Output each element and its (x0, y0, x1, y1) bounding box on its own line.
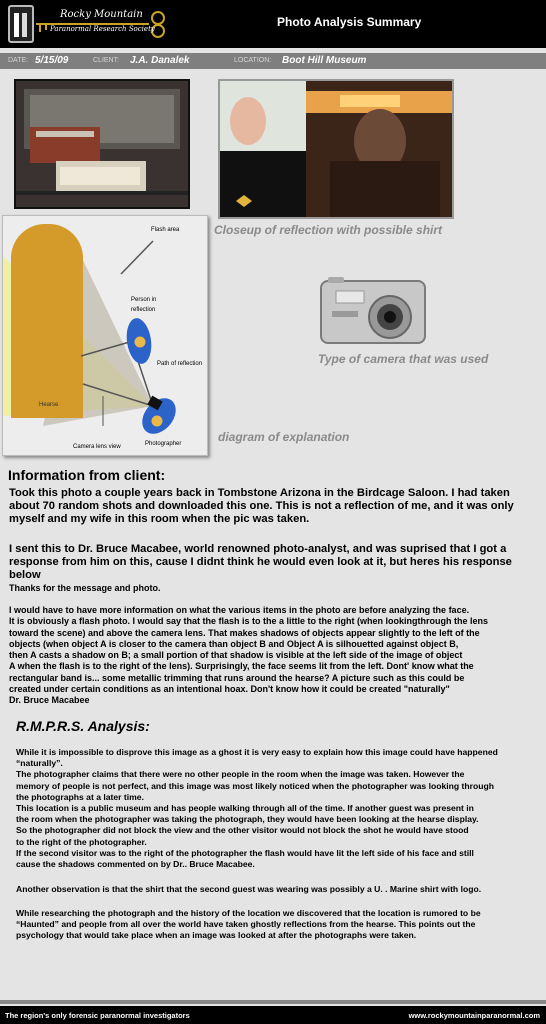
photographer-label: Photographer (145, 441, 182, 447)
client-heading: Information from client: (8, 467, 166, 483)
hearse-photo (14, 79, 190, 209)
date-label: DATE: (8, 57, 29, 64)
logo-line1: Rocky Mountain (60, 9, 143, 20)
camera-view-label: Camera lens view (73, 444, 121, 450)
logo-line2: Paranormal Research Society (50, 25, 155, 33)
analysis-para1: While it is impossible to disprove this image as a ghost it is very easy to explain how this image could have happened “naturally”. The photographer claims that there were no other people in the room when the image was taken. However the memory of people is not perfect, and this image was most likely noticed when the photographer was looking through the photographs at a later time. This location is a public museum and has people walking through all of the time. If another guest was present in the room when the photographer was taking the photograph, they would have been looking at the hearse display. So the photographer did not block the view and the other visitor would not block the shot he would have stood to the right of the photographer. If the second visitor was to the right of the photographer the flash would have lit the left side of his face and still cause the shadows commented on by Dr.. Bruce Macabee. (16, 747, 498, 870)
page-title: Photo Analysis Summary (277, 15, 422, 29)
client-label: CLIENT: (93, 57, 120, 64)
analysis-para3: While researching the photograph and the history of the location we discovered that the location is rumored to be “Haunted” and people from all over the world have taken ghostly reflections from the hearse. This points out the psychology that would take place when an image was looked at after the photographs were taken. (16, 908, 481, 941)
footer (0, 1006, 546, 1024)
client-value: J.A. Danalek (130, 55, 190, 66)
client-para2: I sent this to Dr. Bruce Macabee, world renowned photo-analyst, and was suprised that I got a response from him on this, cause I didnt think he would even look at it, but heres his response below (9, 543, 512, 581)
hearse-label: Hearse (39, 402, 59, 408)
date-value: 5/15/09 (35, 55, 69, 66)
camera-icon (318, 275, 430, 349)
footer-rule (0, 1000, 546, 1004)
header (0, 0, 546, 48)
analysis-para2: Another observation is that the shirt that the second guest was wearing was possibly a U. . Marine shirt with logo. (16, 884, 482, 894)
macabee-response: I would have to have more information on what the various items in the photo are before analyzing the face. It is obviously a flash photo. I would say that the flash is to the a little to the right (when lookingthrough the lens toward the scene) and above the camera lens. That makes shadows of objects appear slightly to the left of the objects (when object A is closer to the camera than object B and Object A is silhouetted against object B, then A casts a shadow on B; a small portion of that shadow is visible at the left side of the image of object A when the flash is to the right of the lens). Surprisingly, the face seems lit from the left. Dont' know what the rectangular band is... some metallic trimming that runs around the hearse? A picture such as this could be created under certain conditions as an intentional hoax. Don't know how it could be created "naturally" Dr. Bruce Macabee (9, 605, 489, 706)
footer-tagline: The region's only forensic paranormal investigators (5, 1011, 190, 1020)
location-value: Boot Hill Museum (282, 55, 367, 66)
closeup-photo (218, 79, 454, 219)
flash-area-label: Flash area (151, 227, 180, 233)
path-label: Path of reflection (157, 361, 203, 367)
diagram-caption: diagram of explanation (218, 430, 350, 444)
client-para1: Took this photo a couple years back in Tombstone Arizona in the Birdcage Saloon. I had taken about 70 random shots and downloaded this one. This is not a reflection of me, and it was only myself and my wife in this room when the pic was taken. (9, 487, 514, 525)
reflection-label: reflection (131, 307, 156, 313)
analysis-heading: R.M.P.R.S. Analysis: (16, 718, 150, 734)
camera-caption: Type of camera that was used (318, 352, 489, 366)
logo-icon (8, 5, 34, 43)
location-label: LOCATION: (234, 57, 272, 64)
closeup-caption: Closeup of reflection with possible shirt (214, 223, 443, 237)
info-bar (0, 53, 546, 69)
thanks-text: Thanks for the message and photo. (9, 583, 161, 593)
diagram (2, 215, 208, 456)
person-label: Person in (131, 297, 157, 303)
footer-url[interactable]: www.rockymountainparanormal.com (408, 1011, 540, 1020)
